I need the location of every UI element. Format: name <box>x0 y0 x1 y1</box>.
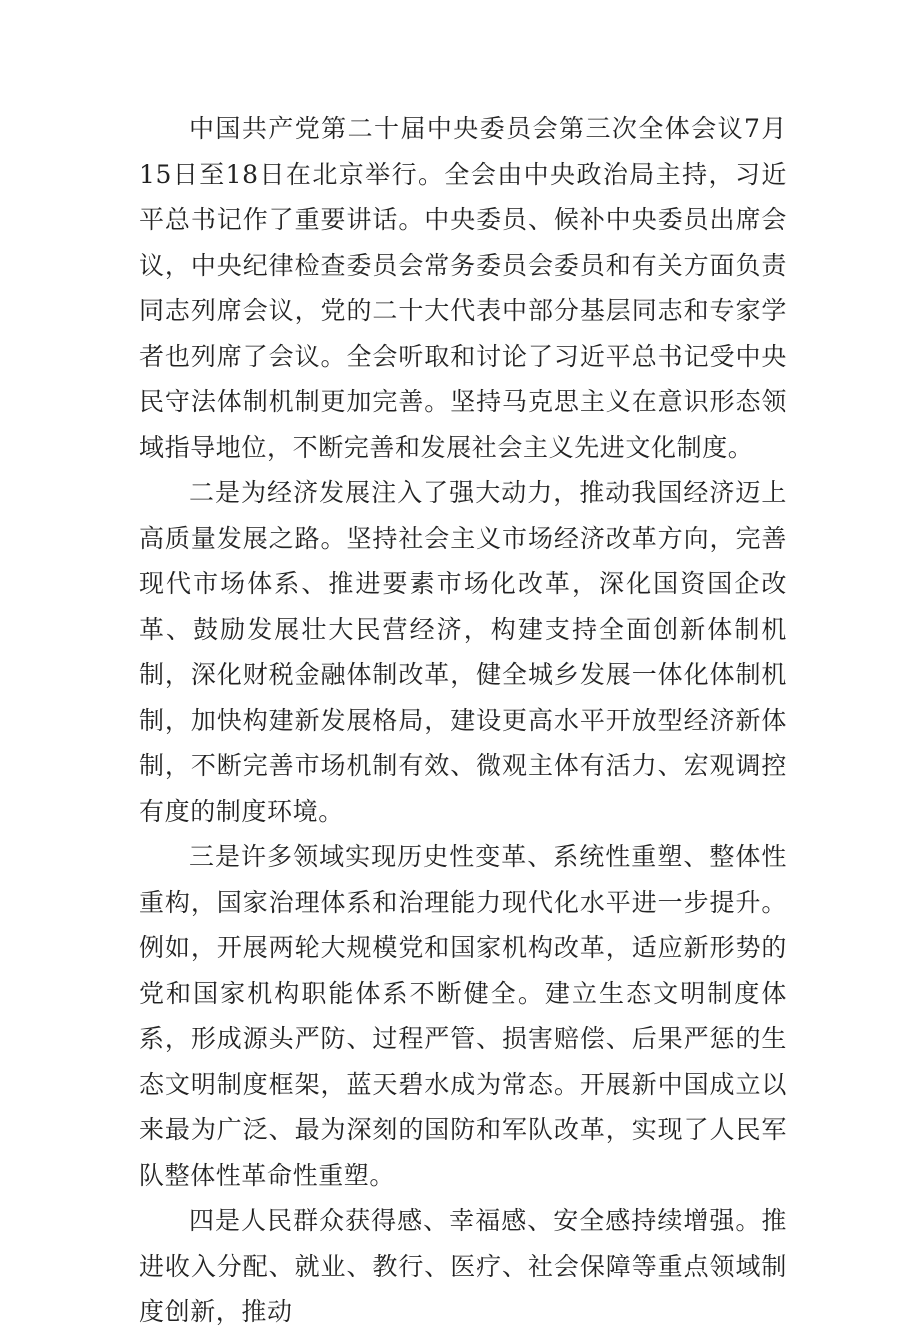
document-body <box>139 106 787 1335</box>
paragraph-economic-development: 二是为经济发展注入了强大动力，推动我国经济迈上高质量发展之路。坚持社会主义市场经济改革方向，完善现代市场体系、推进要素市场化改革，深化国资国企改革、鼓励发展壮大民营经济，构建支持全面创新体制机制，深化财税金融体制改革，健全城乡发展一体化体制机制，加快构建新发展格局，建设更高水平开放型经济新体制，不断完善市场机制有效、微观主体有活力、宏观调控有度的制度环境。 <box>139 478 787 826</box>
paragraph-historic-reforms: 三是许多领域实现历史性变革、系统性重塑、整体性重构，国家治理体系和治理能力现代化水平进一步提升。例如，开展两轮大规模党和国家机构改革，适应新形势的党和国家机构职能体系不断健全。建立生态文明制度体系，形成源头严防、过程严管、损害赔偿、后果严惩的生态文明制度框架，蓝天碧水成为常态。开展新中国成立以来最为广泛、最为深刻的国防和军队改革，实现了人民军队整体性革命性重塑。 <box>139 842 787 1190</box>
paragraph-public-wellbeing: 四是人民群众获得感、幸福感、安全感持续增强。推进收入分配、就业、教行、医疗、社会保障等重点领域制度创新，推动 <box>139 1206 787 1326</box>
paragraph-plenum-intro: 中国共产党第二十届中央委员会第三次全体会议7月15日至18日在北京举行。全会由中央政治局主持，习近平总书记作了重要讲话。中央委员、候补中央委员出席会议，中央纪律检查委员会常务委员会委员和有关方面负责同志列席会议，党的二十大代表中部分基层同志和专家学者也列席了会议。全会听取和讨论了习近平总书记受中央民守法体制机制更加完善。坚持马克思主义在意识形态领域指导地位，不断完善和发展社会主义先进文化制度。 <box>139 114 787 462</box>
